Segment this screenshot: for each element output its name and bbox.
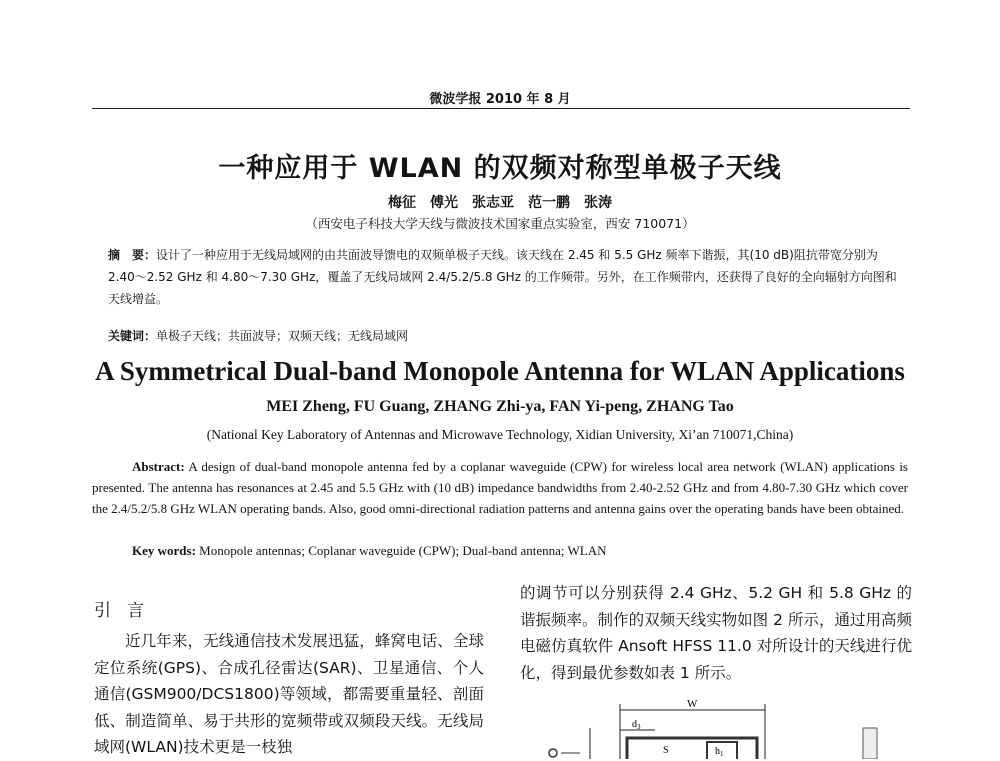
chinese-keywords-label: 关键词： bbox=[108, 329, 157, 343]
english-title: A Symmetrical Dual-band Monopole Antenna for WLAN Applications bbox=[95, 356, 905, 386]
chinese-keywords bbox=[108, 325, 908, 347]
chinese-keywords-text: 单极子天线；共面波导；双频天线；无线局域网 bbox=[156, 329, 409, 343]
label-d3: $d_3$ bbox=[632, 719, 641, 731]
label-s: S bbox=[663, 745, 669, 756]
label-w: W bbox=[687, 698, 698, 710]
chinese-abstract bbox=[108, 244, 908, 310]
english-abstract-text: A design of dual-band monopole antenna fed by a coplanar waveguide (CPW) for wireless local area network (WLAN) applications is presented. The antenna has resonances at 2.45 and 5.5 GHz with (10 dB) impedance bandwidths from 2.40-2.52 GHz and from 4.80-7.30 GHz which cover the 2.4/5.2/5.8 GHz WLAN operating bands. Also, good omni-directional radiation patterns and antenna gains over the operating bands have been obtained. bbox=[92, 459, 908, 516]
header-divider bbox=[92, 108, 910, 109]
english-affiliation: (National Key Laboratory of Antennas and Microwave Technology, Xidian University, Xi’an 710071,China) bbox=[206, 427, 794, 442]
right-column-paragraph: 的调节可以分别获得 2.4 GHz、5.2 GH 和 5.8 GHz 的谐振频率。制作的双频天线实物如图 2 所示，通过用高频电磁仿真软件 Ansoft HFSS 11.0 对所设计的天线进行优化，得到最优参数如表 1 所示。 bbox=[520, 584, 912, 682]
english-authors: MEI Zheng, FU Guang, ZHANG Zhi-ya, FAN Yi-peng, ZHANG Tao bbox=[266, 398, 734, 415]
section-heading-introduction: 引言 bbox=[94, 601, 160, 621]
english-abstract-label: Abstract: bbox=[132, 459, 185, 474]
chinese-affiliation: （西安电子科技大学天线与微波技术国家重点实验室，西安 710071） bbox=[305, 216, 695, 231]
chinese-abstract-text: 设计了一种应用于无线局域网的由共面波导馈电的双频单极子天线。该天线在 2.45 和 5.5 GHz 频率下谐振，其(10 dB)阻抗带宽分别为 2.40～2.52 GHz 和 4.80～7.30 GHz，覆盖了无线局域网 2.4/5.2/5.8 GHz 的工作频带。另外，在工作频带内，还获得了良好的全向辐射方向图和天线增益。 bbox=[108, 248, 897, 306]
coordinate-marker bbox=[549, 749, 557, 757]
chinese-authors: 梅征 傅光 张志亚 范一鹏 张涛 bbox=[388, 195, 612, 211]
chinese-title: 一种应用于 WLAN 的双频对称型单极子天线 bbox=[218, 153, 782, 184]
antenna-geometry-figure bbox=[535, 690, 895, 759]
journal-header: 微波学报 2010 年 8 月 bbox=[429, 92, 571, 107]
english-keywords-text: Monopole antennas; Coplanar waveguide (CPW); Dual-band antenna; WLAN bbox=[195, 543, 607, 558]
english-keywords-label: Key words: bbox=[132, 543, 196, 558]
english-keywords bbox=[132, 540, 912, 561]
label-h1: $h_1$ bbox=[715, 746, 724, 758]
english-abstract bbox=[92, 456, 908, 519]
chinese-abstract-label: 摘 要： bbox=[108, 248, 157, 262]
introduction-paragraph: 近几年来，无线通信技术发展迅猛，蜂窝电话、全球定位系统(GPS)、合成孔径雷达(SAR)、卫星通信、个人通信(GSM900/DCS1800)等领域，都需要重量轻、剖面低、制造简单、易于共形的宽频带或双频段天线。无线局域网(WLAN)技术更是一枝独 bbox=[94, 632, 484, 756]
right-bar bbox=[863, 728, 877, 759]
